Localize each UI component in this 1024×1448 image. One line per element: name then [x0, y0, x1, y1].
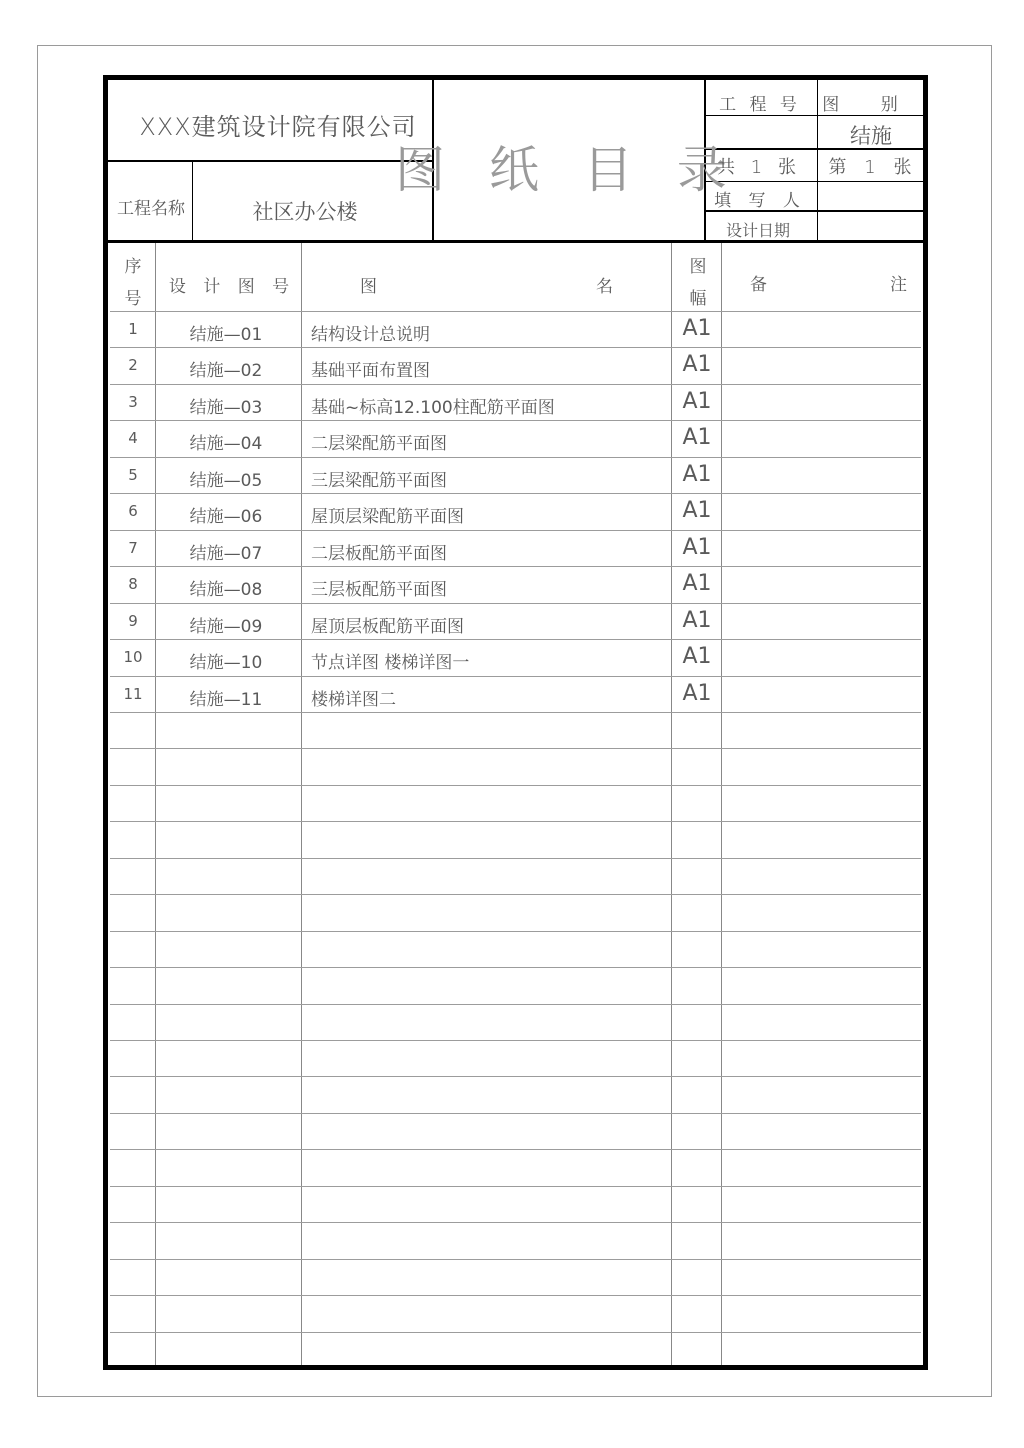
row-drawing-name: 二层板配筋平面图: [311, 544, 447, 564]
row-divider: [110, 530, 921, 531]
row-sheet-size: A1: [682, 608, 712, 633]
row-drawing-name: 三层板配筋平面图: [311, 580, 447, 600]
row-sheet-size: A1: [682, 425, 712, 450]
row-drawing-name: 二层梁配筋平面图: [311, 434, 447, 454]
row-seq: 7: [128, 539, 138, 557]
row-drawing-no: 结施—07: [189, 544, 263, 564]
row-drawing-no: 结施—05: [189, 471, 263, 491]
project-no-label: 工 程 号: [719, 95, 801, 115]
row-divider: [110, 566, 921, 567]
row-seq: 9: [128, 612, 138, 630]
total-sheets-label: 共 1 张: [717, 157, 801, 178]
row-divider: [110, 384, 921, 385]
row-drawing-name: 基础~标高12.100柱配筋平面图: [311, 398, 555, 418]
row-sheet-size: A1: [682, 316, 712, 341]
row-seq: 10: [123, 648, 143, 666]
drawing-frame: [103, 75, 928, 1370]
row-drawing-name: 三层梁配筋平面图: [311, 471, 447, 491]
row-drawing-name: 节点详图 楼梯详图一: [311, 653, 470, 673]
row-drawing-name: 屋顶层板配筋平面图: [311, 617, 464, 637]
company-name: XXX建筑设计院有限公司: [139, 113, 417, 141]
column-divider: [155, 243, 156, 1365]
row-sheet-size: A1: [682, 389, 712, 414]
row-divider: [110, 676, 921, 677]
row-drawing-no: 结施—01: [189, 325, 263, 345]
row-divider: [110, 785, 921, 786]
row-divider: [110, 1040, 921, 1041]
column-seq-bottom: 号: [124, 289, 142, 309]
row-drawing-no: 结施—08: [189, 580, 263, 600]
category-label: 图 别: [822, 95, 916, 115]
meta-divider: [817, 80, 818, 242]
column-divider: [301, 243, 302, 1365]
project-name-label: 工程名称: [117, 199, 185, 219]
row-sheet-size: A1: [682, 644, 712, 669]
row-drawing-no: 结施—04: [189, 434, 263, 454]
row-seq: 3: [128, 393, 138, 411]
row-sheet-size: A1: [682, 535, 712, 560]
row-drawing-name: 屋顶层梁配筋平面图: [311, 507, 464, 527]
row-sheet-size: A1: [682, 462, 712, 487]
row-divider: [110, 347, 921, 348]
row-seq: 2: [128, 356, 138, 374]
row-divider: [110, 457, 921, 458]
row-divider: [110, 1076, 921, 1077]
column-remark-left: 备: [750, 275, 767, 295]
column-remark-right: 注: [890, 275, 907, 295]
column-divider: [721, 243, 722, 1365]
row-sheet-size: A1: [682, 571, 712, 596]
row-sheet-size: A1: [682, 498, 712, 523]
company-row-line: [108, 160, 433, 162]
row-drawing-name: 楼梯详图二: [311, 690, 396, 710]
row-divider: [110, 858, 921, 859]
row-divider: [110, 967, 921, 968]
row-drawing-no: 结施—02: [189, 361, 263, 381]
row-divider: [110, 1332, 921, 1333]
row-divider: [110, 931, 921, 932]
row-seq: 8: [128, 575, 138, 593]
row-divider: [110, 894, 921, 895]
row-drawing-no: 结施—11: [189, 690, 263, 710]
column-seq-top: 序: [124, 257, 142, 277]
row-drawing-name: 结构设计总说明: [311, 325, 430, 345]
row-divider: [110, 1222, 921, 1223]
row-drawing-no: 结施—06: [189, 507, 263, 527]
row-divider: [110, 821, 921, 822]
column-divider: [671, 243, 672, 1365]
row-divider: [110, 712, 921, 713]
row-divider: [110, 1004, 921, 1005]
document-title: 图 纸 目 录: [395, 141, 741, 199]
row-divider: [110, 1259, 921, 1260]
row-seq: 6: [128, 502, 138, 520]
row-drawing-no: 结施—03: [189, 398, 263, 418]
row-divider: [110, 311, 921, 312]
meta-line-1: [705, 115, 923, 116]
row-divider: [110, 1186, 921, 1187]
row-divider: [110, 1295, 921, 1296]
category-value: 结施: [850, 124, 892, 148]
row-divider: [110, 748, 921, 749]
project-name-divider: [192, 161, 193, 241]
column-size-bottom: 幅: [689, 289, 707, 309]
filler-label: 填 写 人: [714, 191, 806, 211]
column-size-top: 图: [689, 257, 707, 277]
sheet-number-label: 第 1 张: [828, 157, 918, 178]
design-date-label: 设计日期: [725, 221, 791, 240]
row-drawing-name: 基础平面布置图: [311, 361, 430, 381]
row-seq: 4: [128, 429, 138, 447]
title-block-bottom-line: [108, 240, 923, 243]
row-divider: [110, 639, 921, 640]
project-name: 社区办公楼: [252, 200, 358, 224]
column-name-left: 图: [360, 277, 377, 297]
row-seq: 5: [128, 466, 138, 484]
row-seq: 1: [128, 320, 138, 338]
row-divider: [110, 420, 921, 421]
row-sheet-size: A1: [682, 681, 712, 706]
row-divider: [110, 603, 921, 604]
row-divider: [110, 1149, 921, 1150]
row-seq: 11: [123, 685, 143, 703]
row-divider: [110, 493, 921, 494]
row-drawing-no: 结施—09: [189, 617, 263, 637]
column-name-right: 名: [596, 277, 613, 297]
column-drawing-no: 设 计 图 号: [168, 277, 296, 297]
row-sheet-size: A1: [682, 352, 712, 377]
row-drawing-no: 结施—10: [189, 653, 263, 673]
row-divider: [110, 1113, 921, 1114]
